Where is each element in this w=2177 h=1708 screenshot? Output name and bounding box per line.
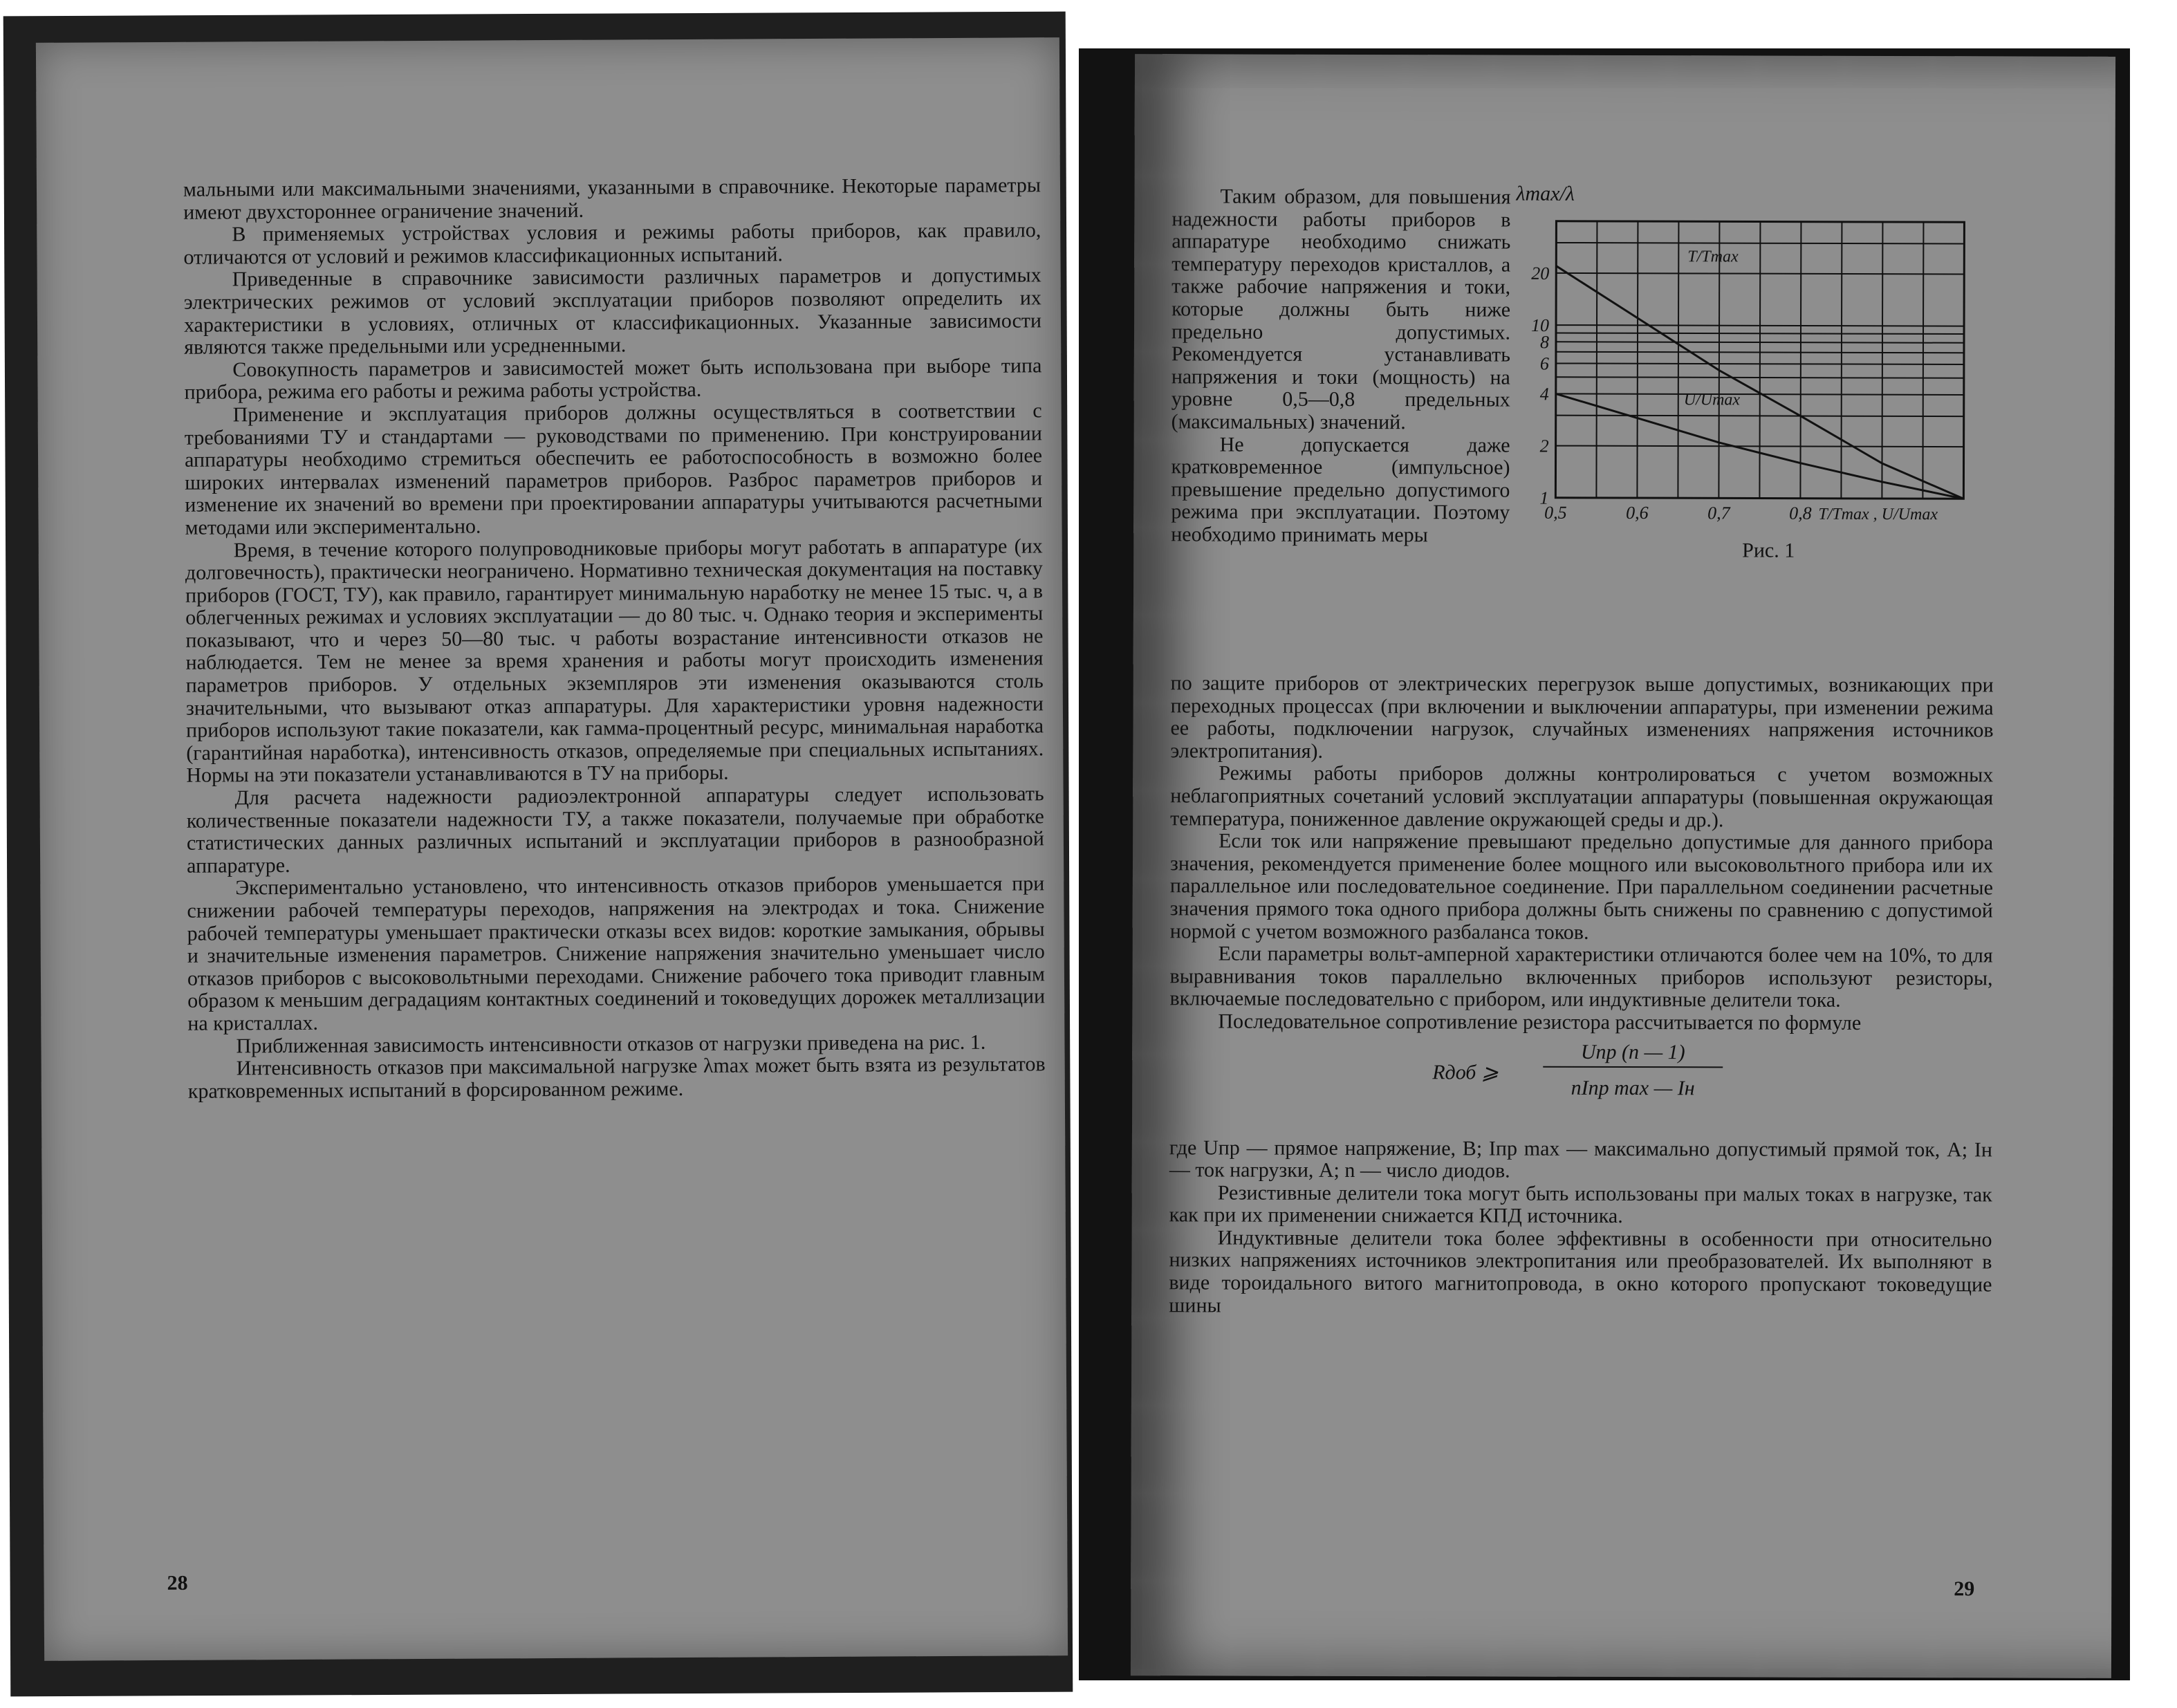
y-tick-label: 1 <box>1539 488 1549 508</box>
right-page-wrap-text <box>1171 185 1510 547</box>
curve-label-u: U/Umax <box>1683 391 1741 409</box>
y-tick-label: 20 <box>1531 263 1550 284</box>
grid-line-vertical <box>1596 221 1597 498</box>
grid-line-horizontal <box>1556 243 1964 244</box>
figure-1-chart <box>1514 180 1992 568</box>
paragraph: мальными или максимальными значениями, указанными в справочнике. Некоторые параметры имеют двухстороннее ограничение значений. <box>183 174 1041 224</box>
formula-denominator: nIпр max — Iн <box>1571 1076 1695 1099</box>
right-page-full-text <box>1169 672 1993 1319</box>
paragraph: Для расчета надежности радиоэлектронной аппаратуры следует использовать количественные показатели надежности ТУ, а также показатели, получаемые при обработке статистических данных различных испытаний и эксплуатации приборов в разнообразной аппаратуре. <box>186 782 1045 878</box>
grid-line-vertical <box>1759 222 1760 499</box>
x-tick-label: 0,8 <box>1789 503 1812 523</box>
paragraph: Режимы работы приборов должны контролироваться с учетом возможных неблагоприятных сочетаний условий эксплуатации аппаратуры (повышенная окружающая температура, пониженное давление окружающей среды и др.). <box>1170 761 1994 831</box>
y-tick-label: 6 <box>1539 353 1549 374</box>
paragraph: Приведенные в справочнике зависимости различных параметров и допустимых электрических режимов от условий эксплуатации приборов позволяют определить их характеристики в условиях, отличных от классификационных. Указанные зависимости являются также предельными или усредненными. <box>183 263 1042 359</box>
paragraph: Резистивные делители тока могут быть использованы при малых токах в нагрузке, так как при их применении снижается КПД источника. <box>1169 1181 1992 1228</box>
grid-line-horizontal <box>1556 333 1964 334</box>
y-tick-label: 2 <box>1539 436 1549 456</box>
curve-label-t: T/Tmax <box>1687 248 1739 266</box>
grid-line-vertical <box>1841 222 1842 499</box>
grid-line-horizontal <box>1556 446 1964 447</box>
paragraph: где Uпр — прямое напряжение, В; Iпр max — максимально допустимый прямой ток, А; Iн — ток нагрузки, А; n — число диодов. <box>1169 1135 1992 1182</box>
paragraph: Таким образом, для повышения надежности работы приборов в аппаратуре необходимо снижать температуру переходов кристаллов, а также рабочие напряжения и токи, которые должны быть ниже предельно допустимых. Рекомендуется устанавливать напряжения и токи (мощность) на уровне 0,5—0,8 предельных (максимальных) значений. <box>1171 185 1511 434</box>
paragraph: по защите приборов от электрических перегрузок выше допустимых, возникающих при переходных процессах (при включении и выключении аппаратуры, при изменении режима ее работы, подключении нагрузок, случайных изменениях напряжения источников электропитания). <box>1170 671 1994 763</box>
grid-line-horizontal <box>1556 325 1964 326</box>
x-axis-label: T/Tmax , U/Umax <box>1818 505 1938 524</box>
page-number: 29 <box>1954 1577 1975 1601</box>
paragraph: Приближенная зависимость интенсивности отказов от нагрузки приведена на рис. 1. <box>236 1030 986 1057</box>
y-axis-label: λmax/λ <box>1516 182 1575 205</box>
right-page <box>1131 54 2115 1678</box>
paragraph: Интенсивность отказов при максимальной нагрузке λmax может быть взята из результатов кратковременных испытаний в форсированном режиме. <box>187 1052 1046 1103</box>
formula-lhs: Rдоб ⩾ <box>1432 1060 1499 1084</box>
x-tick-label: 0,5 <box>1544 502 1567 523</box>
paragraph: Не допускается даже кратковременное (импульсное) превышение предельно допустимого режима при эксплуатации. Поэтому необходимо принимать меры <box>1171 433 1510 547</box>
paragraph: Если параметры вольт-амперной характеристики отличаются более чем на 10%, то для выравнивания токов параллельно включенных приборов используют резисторы, включаемые последовательно с прибором, или индуктивные делители тока. <box>1169 942 1993 1012</box>
paragraph: Если ток или напряжение превышают предельно допустимые для данного прибора значения, рекомендуется применение более мощного или высоковольтного прибора или их параллельное или последовательное соединение. При параллельном соединении расчетные значения прямого тока одного прибора должны быть снижены по сравнению с допустимой нормой с учетом возможного разбаланса токов. <box>1169 829 1994 944</box>
formula-block <box>1169 1033 1992 1139</box>
page-number: 28 <box>167 1571 188 1595</box>
paragraph: Время, в течение которого полупроводниковые приборы могут работать в аппаратуре (их долговечность), практически неограничено. Нормативно техническая документация на поставку приборов (ГОСТ, ТУ), как правило, гарантирует минимальную наработку не менее 15 тыс. ч, а в облегченных режимах и условиях эксплуатации — до 80 тыс. ч. Однако теория и эксперименты показывают, что и через 50—80 тыс. ч работы возрастание интенсивности отказов не наблюдается. Тем не менее за время хранения и работы могут происходить изменения параметров приборов. У отдельных экземпляров эти изменения оказываются столь значительными, что вызывают отказ аппаратуры. Для характеристики уровня надежности приборов используют такие показатели, как гамма-процентный ресурс, минимальная наработка (гарантийная наработка), интенсивность отказов, определяемые при специальных испытаниях. Нормы на эти показатели устанавливаются в ТУ на приборы. <box>185 534 1044 788</box>
left-page <box>36 37 1068 1661</box>
paragraph: Применение и эксплуатация приборов должны осуществляться в соответствии с требованиями ТУ и стандартами — руководствами по применению. При конструировании аппаратуры необходимо стремиться обеспечить ее работоспособность в возможно более широких интервалах изменений параметров приборов. Разброс параметров приборов и изменение их значений во времени при проектировании аппаратуры учитываются расчетными методами или экспериментально. <box>184 399 1043 539</box>
x-tick-label: 0,7 <box>1707 503 1730 523</box>
figure-caption: Рис. 1 <box>1742 539 1795 562</box>
paragraph: Индуктивные делители тока более эффективны в особенности при относительно низких напряжениях источников электропитания или преобразователей. Их выполняют в виде тороидального витого магнитопровода, в окно которого пропускают токоведущие шины <box>1169 1226 1992 1317</box>
grid-line-horizontal <box>1556 377 1964 378</box>
grid-line-horizontal <box>1556 352 1964 353</box>
y-tick-label: 8 <box>1539 332 1550 353</box>
x-tick-label: 0,6 <box>1626 503 1649 523</box>
y-tick-label: 4 <box>1539 384 1549 405</box>
grid-line-horizontal <box>1556 363 1964 364</box>
grid-line-horizontal <box>1556 273 1964 275</box>
formula-numerator: Uпр (n — 1) <box>1543 1041 1723 1068</box>
paragraph: В применяемых устройствах условия и режимы работы приборов, как правило, отличаются от условий и режимов классификационных испытаний. <box>183 219 1041 269</box>
grid-line-horizontal <box>1556 342 1964 343</box>
left-page-text <box>183 174 1046 1103</box>
paragraph: Совокупность параметров и зависимостей может быть использована при выборе типа прибора, режима его работы и режима работы устройства. <box>184 354 1042 405</box>
paragraph: Экспериментально установлено, что интенсивность отказов приборов уменьшается при снижении рабочей температуры переходов, напряжения на электродах и тока. Снижение рабочей температуры уменьшает практически отказы всех видов: короткие замыкания, обрывы и значительные изменения параметров. Снижение напряжения значительно уменьшает число отказов приборов с высоковольтными переходами. Снижение рабочего тока приводит главным образом к меньшим деградациям контактных соединений и токоведущих дорожек металлизации на кристаллах. <box>187 872 1046 1035</box>
y-tick-label: 10 <box>1531 315 1550 336</box>
grid-line-vertical <box>1637 221 1638 498</box>
grid-line-vertical <box>1800 222 1801 499</box>
chart-grid <box>1555 221 1964 499</box>
paragraph: Последовательное сопротивление резистора рассчитывается по формуле <box>1218 1010 1862 1034</box>
grid-line-horizontal <box>1556 416 1964 417</box>
